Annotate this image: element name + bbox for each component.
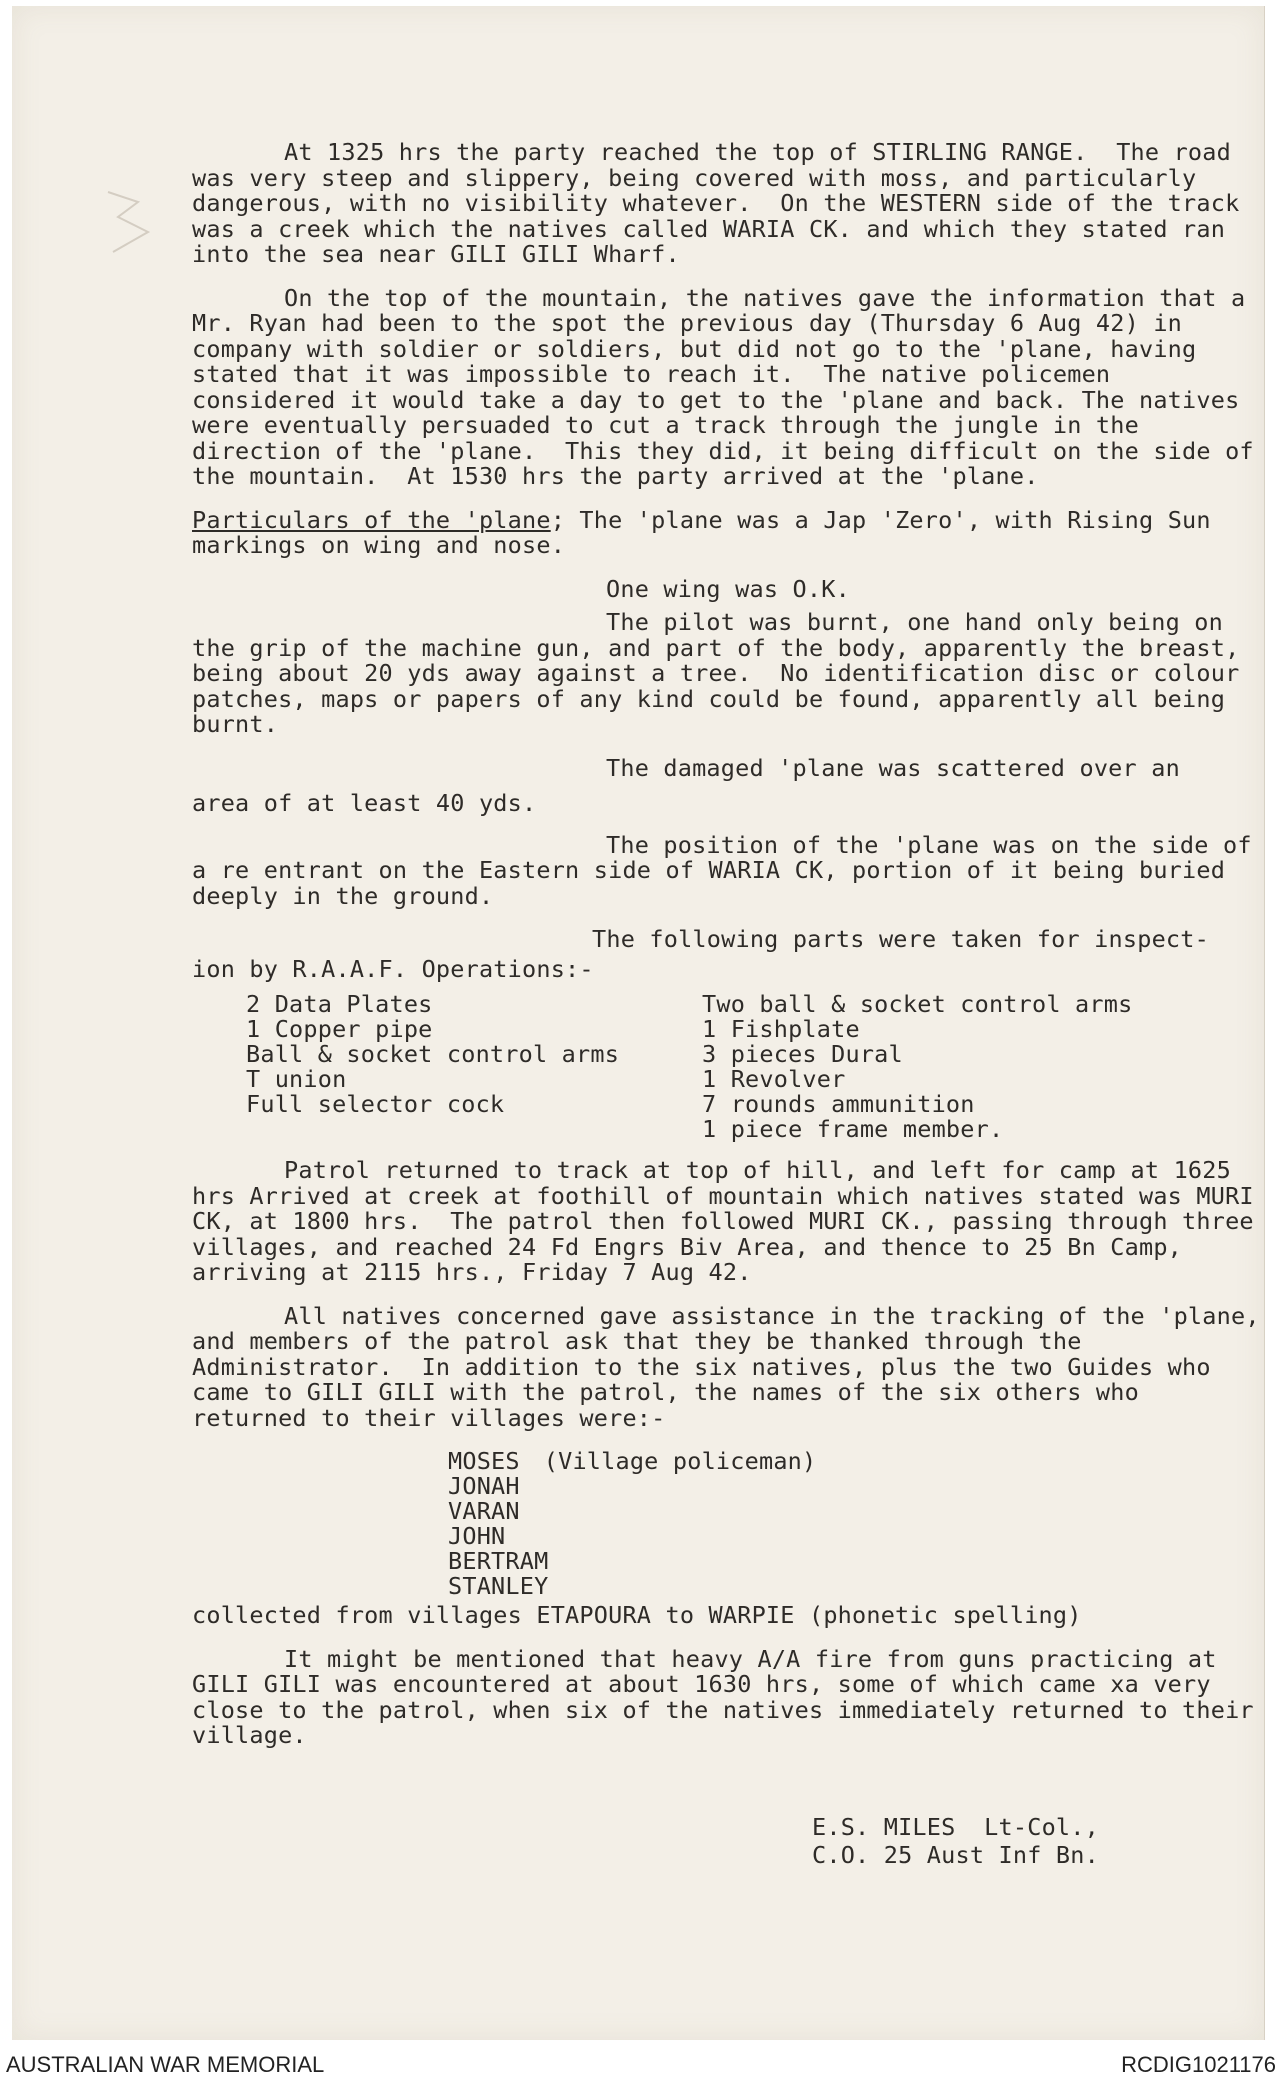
paragraph-particulars	[192, 505, 1262, 559]
list-item: 2 Data Plates	[246, 990, 433, 1018]
list-item: T union	[246, 1065, 347, 1093]
paragraph-position: The position of the 'plane was on the side of a re entrant on the Eastern side of WARIA CK, portion of it being buried deeply in the ground.	[192, 830, 1267, 910]
list-item: 1 Revolver	[702, 1065, 846, 1093]
list-item: 1 Fishplate	[702, 1015, 860, 1043]
paragraph-wing: One wing was O.K.	[606, 574, 850, 603]
footer-record-id: RCDIG1021176	[1121, 2052, 1276, 2077]
parts-list-left	[192, 992, 646, 1142]
paragraph-collected: collected from villages ETAPOURA to WARPIE (phonetic spelling)	[192, 1601, 1082, 1629]
signature-block	[192, 1813, 1262, 1869]
signature-title: C.O. 25 Aust Inf Bn.	[812, 1840, 1099, 1869]
paragraph-pilot: The pilot was burnt, one hand only being on the grip of the machine gun, and part of the body, apparently the breast, being about 20 yds away against a tree. No identification disc or colour patches, maps or papers of any kind could be found, apparently all being burnt.	[192, 608, 1254, 738]
list-item: 7 rounds ammunition	[702, 1090, 975, 1118]
paragraph-stirling-range: At 1325 hrs the party reached the top of STIRLING RANGE. The road was very steep and slippery, being covered with moss, and particularly dangerous, with no visibility whatever. On the WESTERN side of the track was a creek which the natives called WARIA CK. and which they stated ran into the sea near GILI GILI Wharf.	[192, 138, 1254, 268]
village-policeman-note: (Village policeman)	[543, 1447, 817, 1475]
paragraph-damaged-line-1: The damaged 'plane was scattered over an	[606, 753, 1180, 782]
list-item: 3 pieces Dural	[702, 1040, 903, 1068]
signature-name: E.S. MILES Lt-Col.,	[812, 1812, 1099, 1841]
paper-stain-icon	[98, 182, 168, 262]
parts-intro-line-2: ion by R.A.A.F. Operations:-	[192, 954, 594, 983]
list-item: 1 piece frame member.	[702, 1115, 1004, 1143]
list-item: BERTRAM	[448, 1547, 549, 1575]
archive-footer	[0, 2046, 1284, 2082]
document-body	[192, 138, 1275, 1869]
parts-list-right	[646, 992, 1132, 1142]
list-item: VARAN	[448, 1497, 520, 1525]
footer-institution: AUSTRALIAN WAR MEMORIAL	[6, 2052, 325, 2077]
paragraph-damaged-line-2: area of at least 40 yds.	[192, 789, 537, 817]
particulars-text: ; The 'plane was a Jap 'Zero', with Rising Sun markings on wing and nose.	[192, 505, 1226, 559]
list-item: Full selector cock	[246, 1090, 505, 1118]
paragraph-natives-assistance: All natives concerned gave assistance in the tracking of the 'plane, and members of the patrol ask that they be thanked through the Administrator. In addition to the six natives, plus the two Guides who came to GILI GILI with the patrol, the names of the six others who returned to their villages were:-	[192, 1301, 1275, 1432]
list-item: Two ball & socket control arms	[702, 990, 1133, 1018]
list-item: 1 Copper pipe	[246, 1015, 433, 1043]
paragraph-patrol-return: Patrol returned to track at top of hill, and left for camp at 1625 hrs Arrived at creek at foothill of mountain which natives stated was MURI CK, at 1800 hrs. The patrol then followed MURI CK., passing through three villages, and reached 24 Fd Engrs Biv Area, and thence to 25 Bn Camp, arriving at 2115 hrs., Friday 7 Aug 42.	[192, 1156, 1269, 1286]
list-item: JOHN	[448, 1522, 506, 1550]
list-item: Ball & socket control arms	[246, 1040, 620, 1068]
parts-intro-line-1: The following parts were taken for inspect-	[592, 925, 1209, 953]
list-item: STANLEY	[448, 1572, 549, 1600]
native-names-list	[192, 1449, 1262, 1599]
list-item	[448, 1449, 1262, 1474]
native-name: MOSES	[448, 1447, 520, 1475]
paragraph-aa-fire: It might be mentioned that heavy A/A fire from guns practicing at GILI GILI was encountered at about 1630 hrs, some of which came xa very close to the patrol, when six of the natives immediately returned to their village.	[192, 1644, 1269, 1749]
parts-list	[192, 992, 1262, 1142]
list-item: JONAH	[448, 1472, 520, 1500]
particulars-heading: Particulars of the 'plane	[192, 505, 551, 534]
paragraph-mountain-top: On the top of the mountain, the natives gave the information that a Mr. Ryan had been to the spot the previous day (Thursday 6 Aug 42) in company with soldier or soldiers, but did not go to the 'plane, having stated that it was impossible to reach it. The native policemen considered it would take a day to get to the 'plane and back. The natives were eventually persuaded to cut a track through the jungle in the direction of the 'plane. This they did, it being difficult on the side of the mountain. At 1530 hrs the party arrived at the 'plane.	[192, 283, 1269, 490]
